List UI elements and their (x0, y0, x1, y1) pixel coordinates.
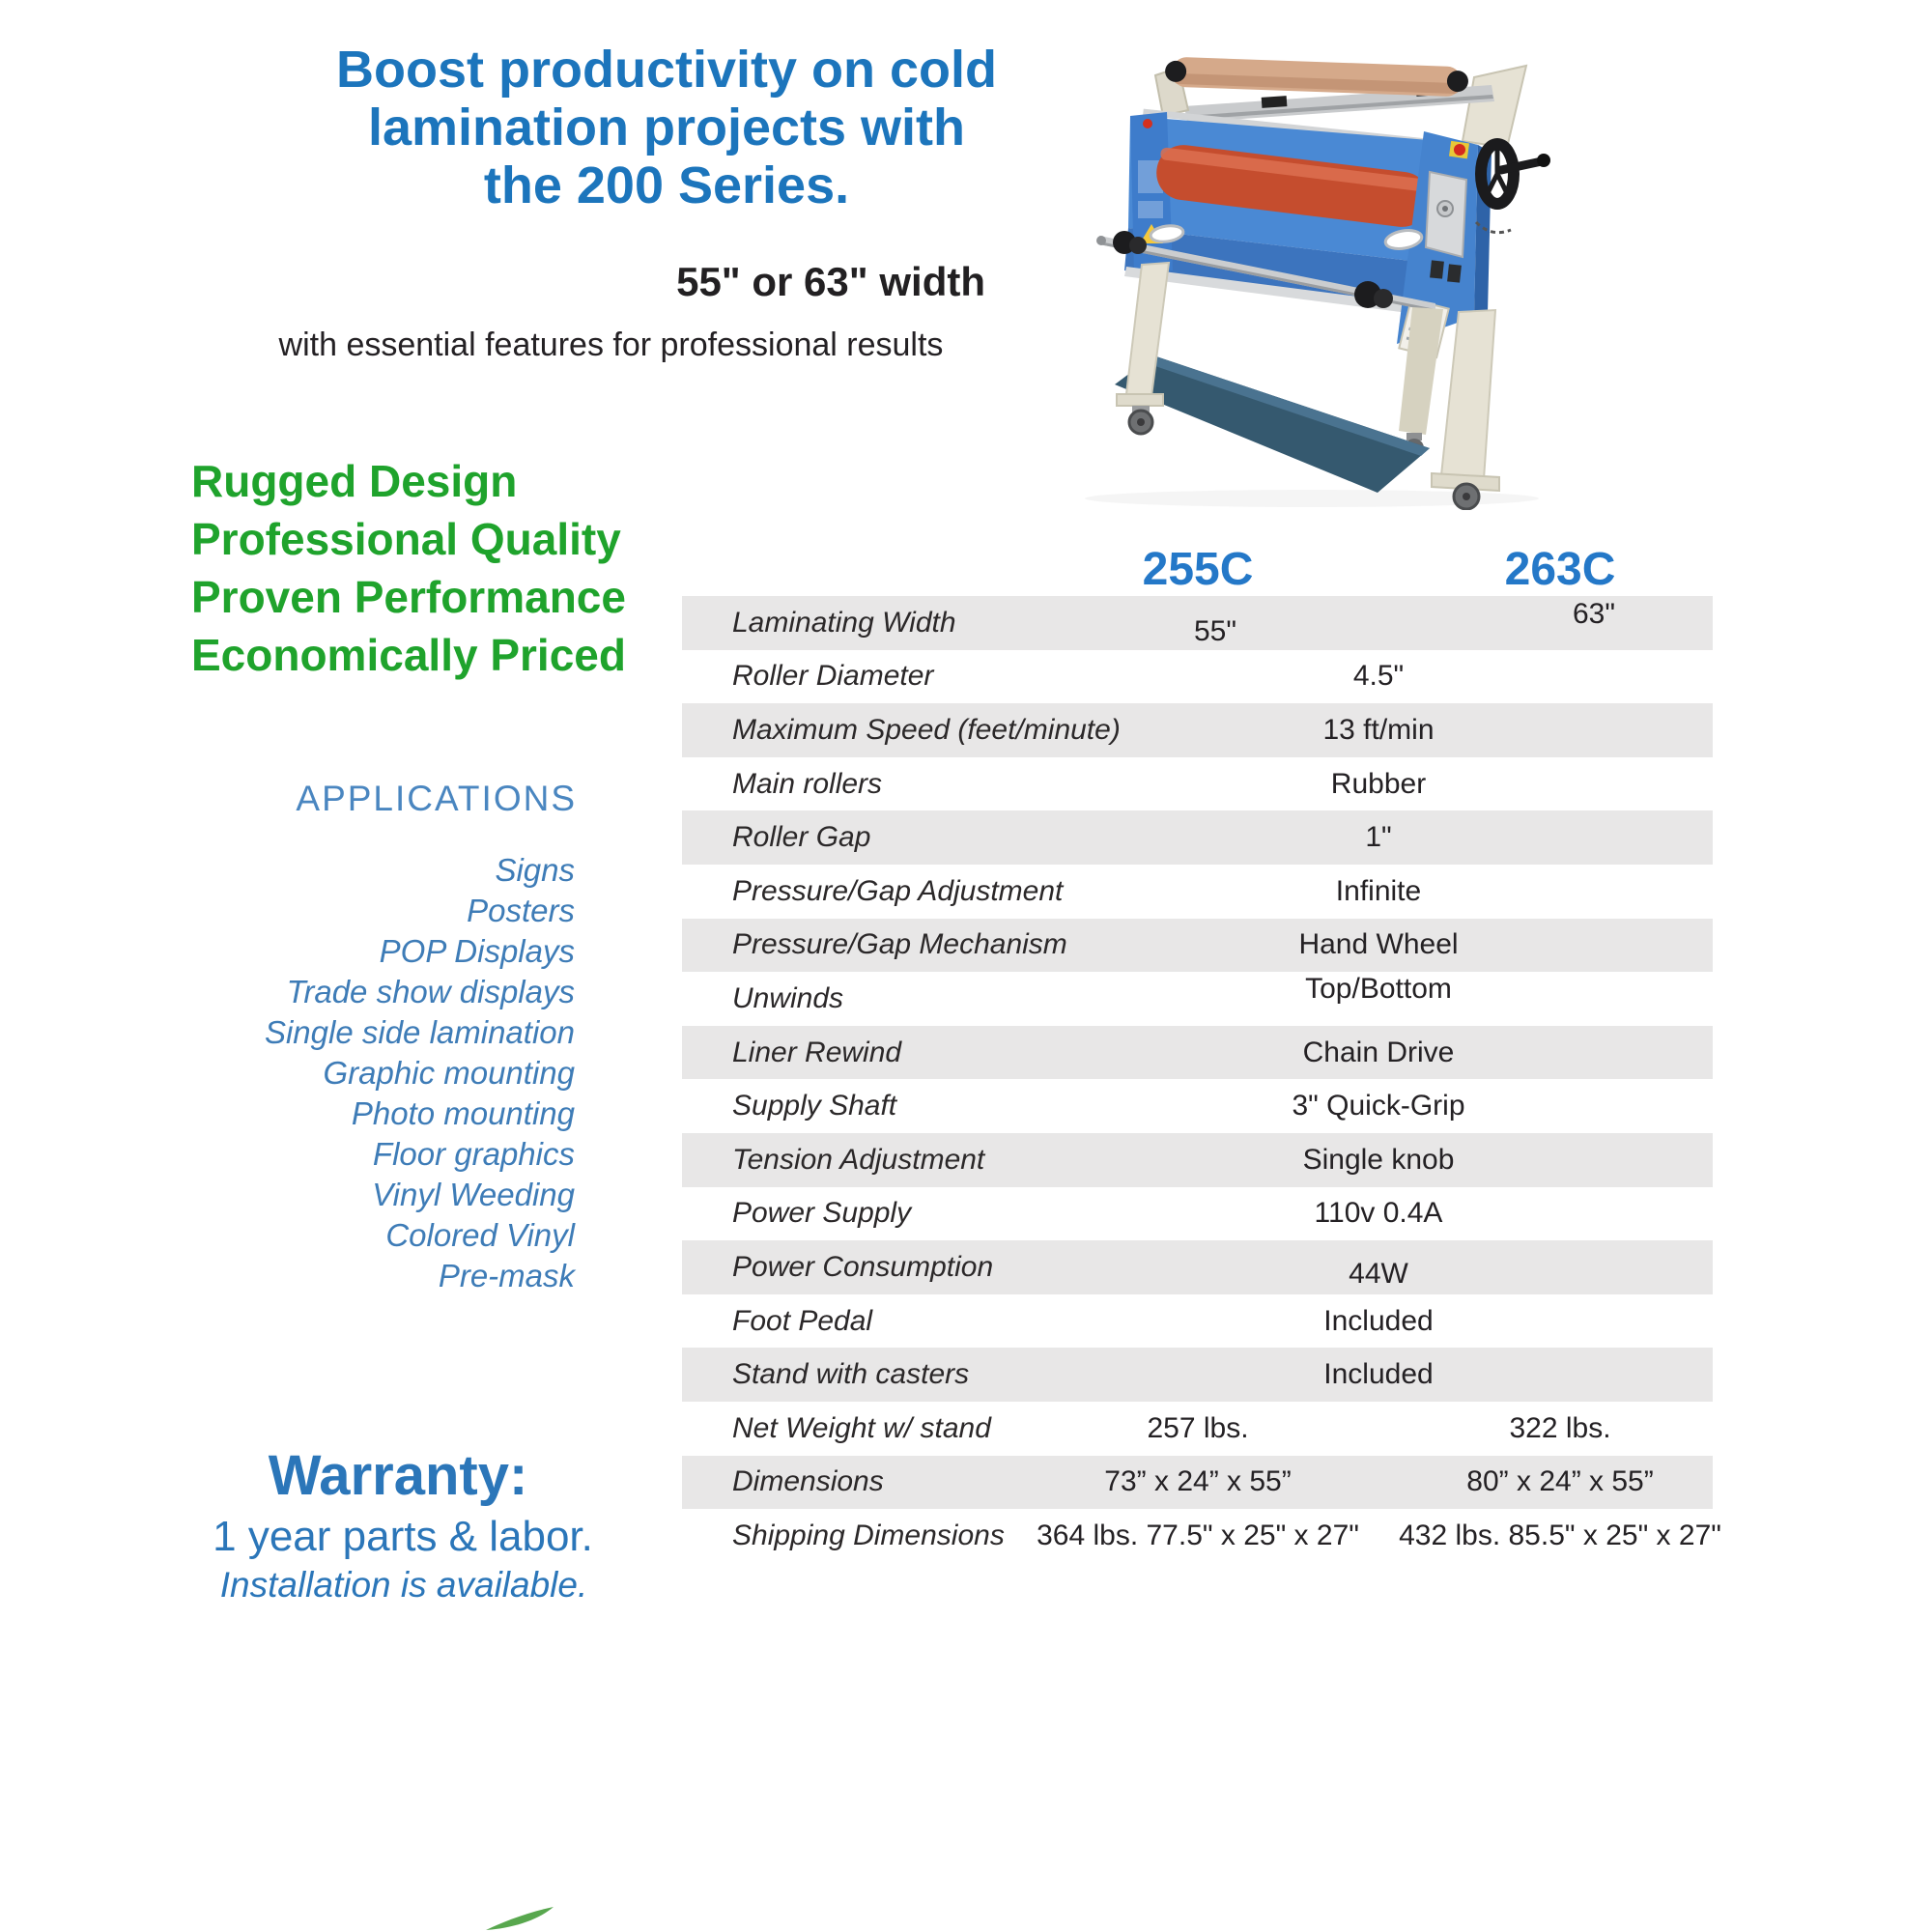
application-item: Posters (467, 893, 575, 928)
spec-label: Unwinds (732, 981, 844, 1014)
spec-row (682, 1079, 1713, 1133)
application-item: Photo mounting (351, 1095, 575, 1131)
spec-label: Roller Diameter (732, 660, 934, 693)
laminator-illustration (1041, 17, 1592, 510)
column-header-263c: 263C (1504, 544, 1616, 595)
application-item: Vinyl Weeding (372, 1177, 575, 1212)
spec-row (682, 1133, 1713, 1187)
spec-label: Power Consumption (732, 1250, 994, 1283)
application-item: Colored Vinyl (385, 1217, 575, 1253)
spec-value: Chain Drive (1302, 1036, 1455, 1068)
headline-line: the 200 Series. (483, 156, 850, 214)
spec-value: 110v 0.4A (1314, 1197, 1443, 1230)
spec-row (682, 757, 1713, 811)
spec-label: Stand with casters (732, 1358, 970, 1391)
feature-item: Proven Performance (191, 572, 626, 622)
spec-label: Shipping Dimensions (732, 1519, 1005, 1551)
takeup-roller (1165, 57, 1469, 98)
spec-row (682, 650, 1713, 704)
spec-row (682, 1026, 1713, 1080)
spec-value: 44W (1349, 1257, 1408, 1290)
spec-value: 257 lbs. (1147, 1411, 1249, 1444)
spec-value: 3" Quick-Grip (1292, 1090, 1465, 1122)
application-item: POP Displays (379, 933, 575, 969)
spec-value: Infinite (1335, 874, 1422, 907)
spec-value: Hand Wheel (1298, 928, 1459, 961)
applications-heading: APPLICATIONS (296, 779, 577, 818)
application-item: Trade show displays (286, 974, 575, 1009)
application-item: Signs (495, 852, 575, 888)
spec-label: Tension Adjustment (732, 1143, 985, 1176)
warranty-installation-note: Installation is available. (219, 1565, 588, 1605)
headline-line: lamination projects with (367, 99, 966, 156)
application-item: Graphic mounting (323, 1055, 575, 1091)
logo-swoosh-icon (483, 1907, 556, 1932)
spec-value: 364 lbs. 77.5" x 25" x 27" (1037, 1519, 1359, 1551)
spec-row (682, 1348, 1713, 1402)
spec-value: 13 ft/min (1322, 713, 1435, 746)
warranty-terms: 1 year parts & labor. (213, 1513, 593, 1560)
spec-value: Rubber (1330, 767, 1427, 800)
spec-label: Liner Rewind (732, 1036, 902, 1068)
width-subtitle: 55" or 63" width (676, 259, 985, 304)
spec-value: 322 lbs. (1509, 1411, 1611, 1444)
application-item: Single side lamination (264, 1014, 575, 1050)
spec-label: Supply Shaft (732, 1090, 897, 1122)
spec-label: Foot Pedal (732, 1304, 873, 1337)
hand-wheel (1481, 144, 1550, 204)
spec-value: 432 lbs. 85.5" x 25" x 27" (1399, 1519, 1721, 1551)
tagline: with essential features for professional results (278, 327, 944, 363)
spec-value: 4.5" (1352, 660, 1405, 693)
headline-line: Boost productivity on cold (336, 41, 997, 99)
spec-row (682, 919, 1713, 973)
spec-row (682, 703, 1713, 757)
spec-label: Roller Gap (732, 821, 871, 854)
spec-row (682, 972, 1713, 1026)
feature-item: Rugged Design (191, 456, 518, 506)
spec-row (682, 1456, 1713, 1510)
spec-label: Main rollers (732, 767, 883, 800)
spec-value: 1" (1365, 821, 1392, 854)
spec-row (682, 810, 1713, 865)
spec-row (682, 1294, 1713, 1349)
spec-label: Maximum Speed (feet/minute) (732, 713, 1121, 746)
spec-label: Net Weight w/ stand (732, 1411, 991, 1444)
spec-row (682, 1240, 1713, 1294)
spec-label: Pressure/Gap Adjustment (732, 874, 1064, 907)
spec-table (682, 596, 1721, 1563)
spec-label: Dimensions (732, 1465, 884, 1498)
spec-value: Included (1323, 1304, 1434, 1337)
spec-label: Laminating Width (732, 606, 956, 639)
spec-label: Power Supply (732, 1197, 912, 1230)
warranty-title: Warranty: (268, 1444, 528, 1507)
spec-value: 55" (1193, 614, 1237, 647)
spec-value: 63" (1572, 597, 1616, 630)
spec-value: 73” x 24” x 55” (1104, 1465, 1292, 1498)
spec-value: Single knob (1302, 1143, 1455, 1176)
spec-value: Top/Bottom (1305, 972, 1452, 1005)
applications-list (135, 850, 575, 1296)
feature-item: Professional Quality (191, 514, 621, 564)
spec-row (682, 1187, 1713, 1241)
application-item: Floor graphics (372, 1136, 575, 1172)
spec-row (682, 1402, 1713, 1456)
feature-list (191, 452, 626, 684)
spec-row (682, 865, 1713, 919)
spec-label: Pressure/Gap Mechanism (732, 928, 1067, 961)
application-item: Pre-mask (438, 1258, 575, 1293)
feature-item: Economically Priced (191, 630, 626, 680)
spec-row (682, 1509, 1721, 1563)
headline (242, 41, 1092, 214)
spec-value: Included (1323, 1358, 1434, 1391)
spec-value: 80” x 24” x 55” (1466, 1465, 1654, 1498)
spec-row (682, 596, 1713, 650)
product-image (1041, 17, 1592, 510)
column-header-255c: 255C (1142, 544, 1254, 595)
